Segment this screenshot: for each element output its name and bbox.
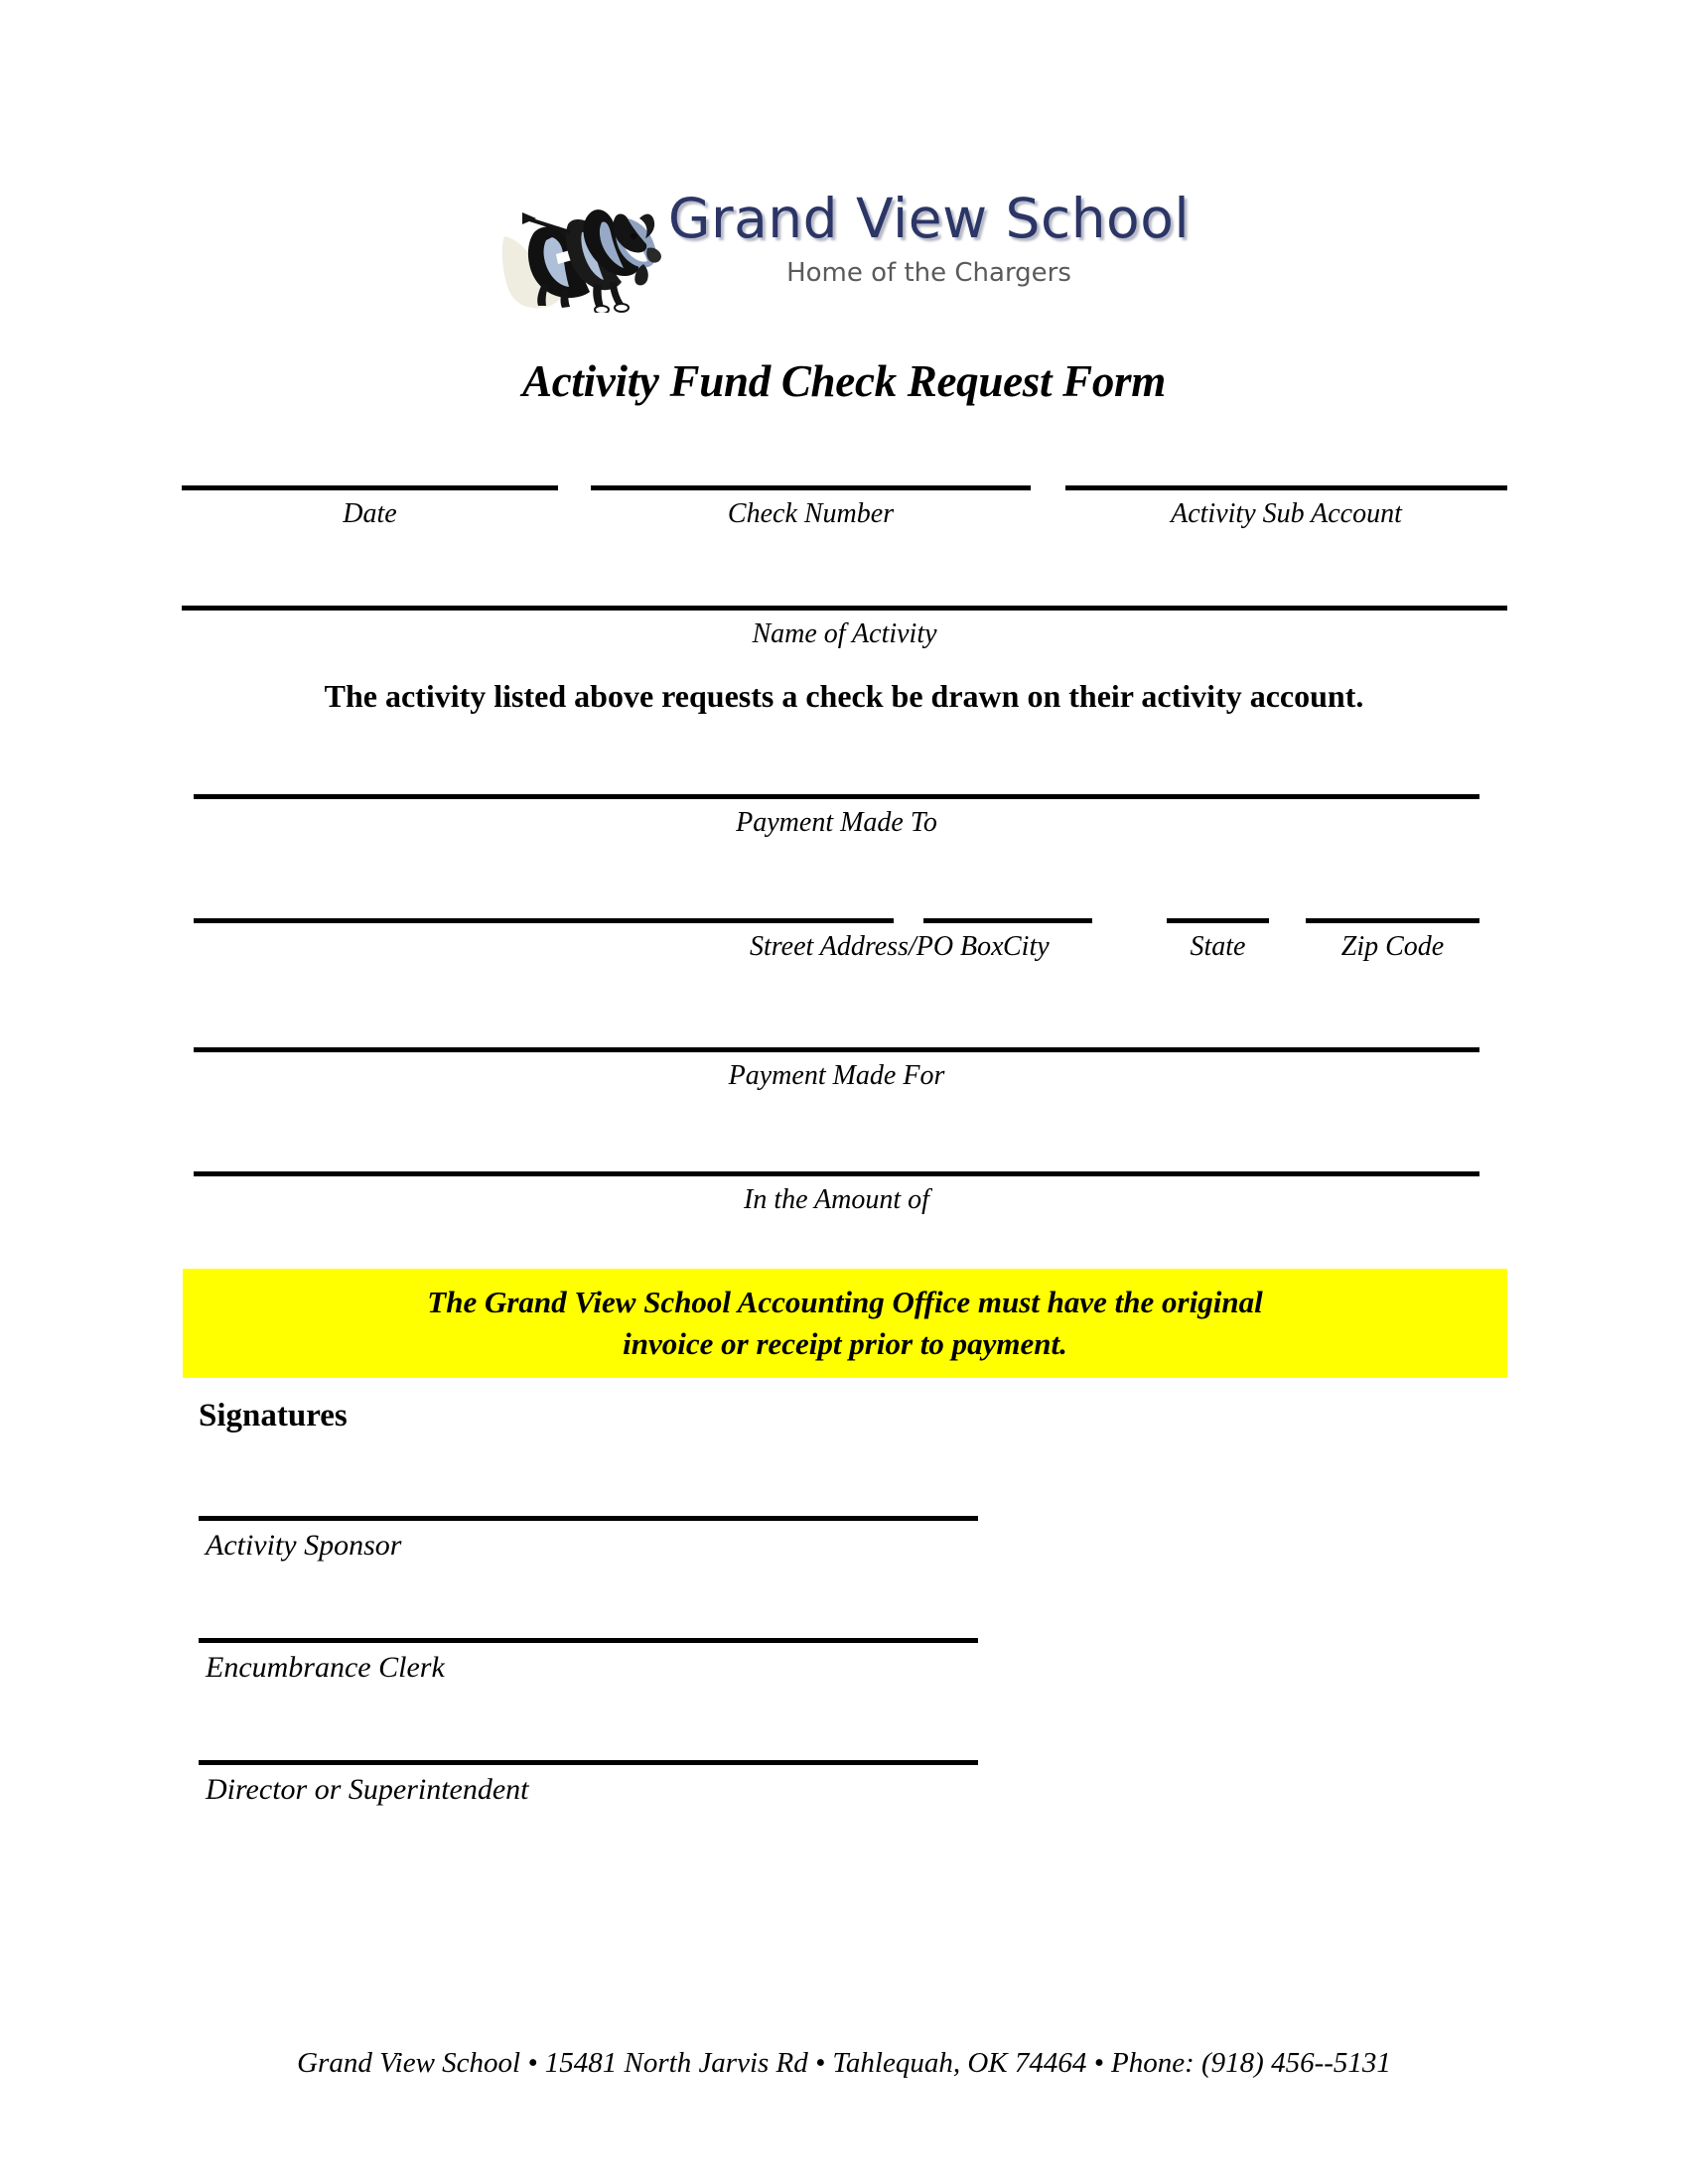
payment-made-for-field-label: Payment Made For xyxy=(728,1060,945,1091)
notice-line-2: invoice or receipt prior to payment. xyxy=(623,1326,1067,1361)
city-field-label: City xyxy=(1003,931,1050,962)
activity-sub-account-field-line[interactable] xyxy=(1065,485,1507,490)
activity-sub-account-field-label: Activity Sub Account xyxy=(1171,498,1402,529)
street-address-field-label: Street Address/PO Box xyxy=(750,931,1004,962)
in-the-amount-of-field-label: In the Amount of xyxy=(744,1184,929,1215)
date-field-line[interactable] xyxy=(182,485,558,490)
charging-bull-mascot-icon xyxy=(498,189,662,313)
zip-code-field-line[interactable] xyxy=(1306,918,1479,923)
director-superintendent-label: Director or Superintendent xyxy=(206,1773,529,1806)
school-logo-header xyxy=(0,189,1688,313)
logo-block xyxy=(498,189,1190,313)
activity-sponsor-signature-line[interactable] xyxy=(199,1516,978,1521)
payment-made-for-field-line[interactable] xyxy=(194,1047,1479,1052)
notice-line-1: The Grand View School Accounting Office must have the original xyxy=(427,1285,1263,1320)
signatures-heading: Signatures xyxy=(199,1398,348,1433)
name-of-activity-field-line[interactable] xyxy=(182,606,1507,611)
city-field-line[interactable] xyxy=(923,918,1092,923)
encumbrance-clerk-label: Encumbrance Clerk xyxy=(206,1651,445,1684)
check-number-field-label: Check Number xyxy=(727,498,895,529)
request-statement: The activity listed above requests a check be drawn on their activity account. xyxy=(324,678,1364,714)
director-superintendent-signature-line[interactable] xyxy=(199,1760,978,1765)
school-name: Grand View School xyxy=(667,187,1191,250)
encumbrance-clerk-signature-line[interactable] xyxy=(199,1638,978,1643)
activity-sponsor-label: Activity Sponsor xyxy=(206,1529,402,1562)
state-field-label: State xyxy=(1190,931,1246,962)
street-address-field-line[interactable] xyxy=(194,918,894,923)
date-field-label: Date xyxy=(343,498,397,529)
accounting-office-notice xyxy=(183,1269,1507,1378)
school-tagline: Home of the Chargers xyxy=(786,257,1071,288)
in-the-amount-of-field-line[interactable] xyxy=(194,1171,1479,1176)
check-number-field-line[interactable] xyxy=(591,485,1031,490)
payment-made-to-field-line[interactable] xyxy=(194,794,1479,799)
footer-contact-info: Grand View School • 15481 North Jarvis Rd • Tahlequah, OK 74464 • Phone: (918) 456--5131 xyxy=(297,2047,1391,2079)
school-text-block xyxy=(668,189,1190,288)
page-title: Activity Fund Check Request Form xyxy=(522,356,1166,406)
zip-code-field-label: Zip Code xyxy=(1340,931,1445,962)
state-field-line[interactable] xyxy=(1167,918,1269,923)
name-of-activity-field-label: Name of Activity xyxy=(752,618,937,649)
payment-made-to-field-label: Payment Made To xyxy=(736,807,937,838)
